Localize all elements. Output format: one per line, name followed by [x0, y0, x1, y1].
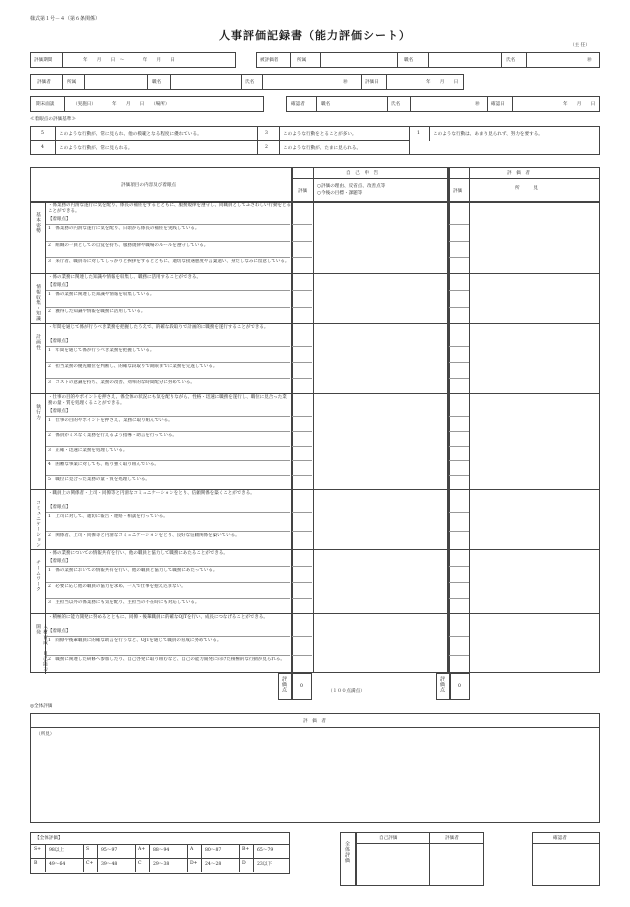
confirm-shokumei-label: 職名: [321, 102, 331, 107]
std-text: このような行動をとることが多い。: [283, 132, 357, 137]
grade-key: C: [138, 861, 142, 866]
self-comment-input[interactable]: [314, 550, 444, 614]
self-total-label: 評価点: [281, 676, 287, 693]
item-name-cell: [30, 394, 46, 490]
item-name-cell: [30, 614, 46, 674]
period-box: [30, 52, 236, 68]
interview-label: 期末面談: [36, 102, 55, 107]
point-text: 1 同僚や後輩職員に的確な助言を行うなど、OJTを通じて職員の育成に努めている。: [48, 638, 222, 643]
point-text: 1 係の業務においての情報共有を行い、他の職員と協力して職務にあたっている。: [48, 568, 218, 573]
std-score: 3: [265, 131, 268, 136]
overall-title: ◎全体評価: [30, 704, 53, 709]
grade-range: 98以上: [49, 848, 65, 853]
self-score-input[interactable]: [293, 242, 311, 257]
grade-divider: [253, 858, 254, 872]
point-divider: [46, 224, 290, 225]
form-number: 様式第１号－４（第６条関係）: [30, 16, 101, 22]
rater-score-input[interactable]: [450, 599, 468, 613]
grade-divider: [45, 844, 46, 858]
grade-divider: [83, 858, 84, 872]
grade-range: 23以下: [257, 862, 273, 867]
item-name-cell: [30, 490, 46, 550]
ratee-seal: ㊞: [587, 58, 592, 63]
item-name: 計画性: [35, 334, 40, 350]
point-divider: [46, 446, 290, 447]
point-text: 5 職位に見合った業務の量・質を処理している。: [48, 477, 150, 483]
point-divider: [46, 307, 290, 308]
rater-opinion-input[interactable]: [470, 394, 598, 490]
self-header: 自 己 申 告: [346, 171, 379, 176]
grade-key: B: [34, 861, 38, 866]
self-score-input[interactable]: [293, 567, 311, 581]
ratee-label: 被評価者: [260, 58, 279, 63]
self-score-input[interactable]: [293, 583, 311, 597]
point-text: 2 必要に応じ他の職員の協力を求め、一人で仕事を抱え込まない。: [48, 584, 186, 589]
rater-opinion-header: 所 見: [515, 186, 538, 191]
chakugan-label: 【着眼点】: [48, 339, 71, 344]
col-items-header: 評価項目の内容及び着眼点: [121, 183, 177, 188]
point-divider: [46, 257, 290, 258]
page-title: 人事評価記録書（能力評価シート）: [219, 29, 411, 42]
self-score-input[interactable]: [293, 476, 311, 489]
item-description: ・係の業務についての情報共有を行い、他の職員と協力して職務にあたることができる。: [48, 551, 228, 556]
grade-divider: [83, 844, 84, 858]
final-label-box: [340, 832, 356, 886]
std-text: このような行動が、たまに見られる。: [283, 146, 362, 151]
self-score-header: 評価: [298, 189, 308, 194]
item-description: ・積極的に能力開発に努めるとともに、同僚・後輩職員に的確なOJTを行い、成長につなげることができる。: [48, 615, 268, 620]
std-text: このような行動が、常に見られ、他の模範となる程度に優れている。: [59, 132, 202, 137]
interview-box: [30, 96, 264, 112]
grade-divider: [97, 844, 98, 858]
item-row: [30, 201, 600, 273]
self-score-input[interactable]: [293, 363, 311, 377]
confirm-date-label: 確認日: [491, 102, 505, 107]
totals-note: （１００点満点）: [328, 689, 365, 694]
rater-shokumei-label: 職名: [152, 80, 162, 85]
item-description: ・係業務の円滑な遂行に気を配り、係長の補佐をするとともに、服務規律を遵守し、同職員としてふさわしい行動をとることができる。: [48, 203, 291, 214]
self-comment-input[interactable]: [314, 202, 444, 274]
point-text: 1 係の業務に関連した知識や情報を収集している。: [48, 292, 155, 297]
grade-divider: [239, 844, 240, 858]
rater-score-input[interactable]: [450, 656, 468, 673]
self-score-input[interactable]: [293, 291, 311, 306]
rater-score-input[interactable]: [450, 567, 468, 581]
rater-header: 評 価 者: [507, 171, 530, 176]
grade-divider: [135, 858, 136, 872]
self-total-label-box: [278, 673, 292, 700]
self-score-input[interactable]: [293, 308, 311, 323]
rater-shozoku-label: 所属: [67, 80, 77, 85]
confirmer-box: [286, 96, 600, 112]
period-label: 評価期間: [34, 58, 53, 63]
grade-range: 39～48: [101, 862, 118, 867]
rater-score-input[interactable]: [450, 291, 468, 306]
chakugan-label: 【着眼点】: [48, 629, 71, 634]
rater-score-input[interactable]: [450, 347, 468, 361]
std-score: 5: [41, 131, 44, 136]
item-name-cell: [30, 202, 46, 274]
final-self-label: 自己評価: [379, 836, 398, 841]
rater-seal: ㊞: [343, 80, 348, 85]
grade-title: 【全体評価】: [35, 836, 63, 841]
point-text: 2 担当業務の優先順位を判断し、的確な段取りで期限までに業務を完遂している。: [48, 364, 218, 369]
chakugan-label: 【着眼点】: [48, 505, 71, 510]
point-divider: [46, 655, 290, 656]
item-name: 執行力: [35, 404, 40, 420]
final-box: [356, 832, 484, 886]
rater-label: 評価者: [37, 80, 51, 85]
standards-title: ≪着眼点の評価基準≫: [30, 117, 76, 122]
self-score-input[interactable]: [293, 656, 311, 673]
item-name: 人材育成・自己能力開発: [35, 624, 47, 672]
rater-total-label: 評価点: [439, 676, 445, 693]
self-comment-input[interactable]: [314, 324, 444, 394]
rater-score-input[interactable]: [450, 225, 468, 240]
point-divider: [46, 378, 290, 379]
grade-range: 29～38: [153, 862, 170, 867]
point-text: 3 正確・迅速に業務を処理している。: [48, 447, 128, 453]
confirm-label: 確認者: [291, 102, 305, 107]
rater-opinion-input[interactable]: [470, 550, 598, 614]
point-text: 2 係員がミスなく業務を行えるよう指導・助言を行っている。: [48, 432, 177, 438]
rater-opinion-input[interactable]: [470, 274, 598, 324]
point-divider: [46, 531, 290, 532]
rater-score-input[interactable]: [450, 532, 468, 549]
self-score-input[interactable]: [293, 461, 311, 474]
item-row: [30, 273, 600, 323]
item-description: ・職員上の関係者・上司・同僚等と円滑なコミュニケーションをとり、信頼関係を築くことができる。: [48, 491, 255, 496]
point-divider: [46, 241, 290, 242]
final-rater-label: 評価者: [445, 836, 459, 841]
grade-key: C+: [86, 861, 94, 866]
self-score-input[interactable]: [293, 599, 311, 613]
point-text: 1 係業務の円滑な遂行に気を配り、日頃から係長の補佐を実践している。: [48, 226, 200, 231]
grade-key: D: [242, 861, 246, 866]
self-total-value: 0: [300, 684, 303, 689]
item-description: ・係の業務に関連した知識や情報を収集し、職務に活用することができる。: [48, 275, 201, 280]
grade-label: （主 任）: [570, 43, 590, 48]
chakugan-label: 【着眼点】: [48, 559, 71, 564]
std-score: 4: [41, 145, 44, 150]
overall-rater-header: 評 価 者: [303, 719, 326, 724]
rater-score-header: 評価: [453, 189, 463, 194]
std-score: 1: [417, 131, 420, 136]
rater-total-value: 0: [458, 684, 461, 689]
self-score-input[interactable]: [293, 432, 311, 445]
rater-score-input[interactable]: [450, 432, 468, 445]
grade-divider: [45, 858, 46, 872]
grade-range: 49～64: [49, 862, 66, 867]
confirm-seal: ㊞: [475, 102, 480, 107]
point-divider: [46, 431, 290, 432]
self-score-input[interactable]: [293, 447, 311, 460]
point-divider: [46, 460, 290, 461]
interview-value[interactable]: （実施日） 年 月 日 （場所）: [73, 102, 170, 107]
confirm-shimei-label: 氏名: [391, 102, 401, 107]
rater-score-input[interactable]: [450, 363, 468, 377]
rater-score-input[interactable]: [450, 476, 468, 489]
grade-range: 24～28: [205, 862, 222, 867]
grade-key: S: [86, 847, 90, 852]
grade-key: A+: [138, 847, 146, 852]
grade-range: 95～97: [101, 848, 118, 853]
self-score-input[interactable]: [293, 225, 311, 240]
rater-score-input[interactable]: [450, 447, 468, 460]
grade-divider: [135, 844, 136, 858]
eval-date-label: 評価日: [365, 80, 379, 85]
item-name: コミュニケーション: [35, 500, 40, 548]
grade-divider: [149, 858, 150, 872]
point-text: 2 獲得した知識や情報を職務に活用している。: [48, 309, 146, 314]
self-comment-input[interactable]: [314, 490, 444, 550]
rater-score-input[interactable]: [450, 417, 468, 430]
rater-score-input[interactable]: [450, 242, 468, 257]
self-comment-input[interactable]: [314, 614, 444, 674]
std-text: このような行動は、あまり見られず、努力を要する。: [433, 132, 543, 137]
grade-key: S+: [34, 847, 41, 852]
standards-box: [30, 126, 600, 155]
grade-divider: [187, 844, 188, 858]
rater-score-input[interactable]: [450, 308, 468, 323]
grade-divider: [239, 858, 240, 872]
rater-score-input[interactable]: [450, 583, 468, 597]
item-name-cell: [30, 324, 46, 394]
point-divider: [46, 416, 290, 417]
confirm-date-value[interactable]: 年 月 日: [563, 102, 596, 107]
item-name-cell: [30, 274, 46, 324]
self-comment-input[interactable]: [314, 274, 444, 324]
rater-box: [30, 74, 464, 90]
item-row: [30, 549, 600, 613]
grade-key: A: [190, 847, 194, 852]
std-text: このような行動が、常に見られる。: [59, 146, 133, 151]
item-name-cell: [30, 550, 46, 614]
overall-box: [30, 713, 600, 823]
self-score-input[interactable]: [293, 532, 311, 549]
self-score-input[interactable]: [293, 379, 311, 393]
item-row: [30, 613, 600, 673]
point-divider: [46, 290, 290, 291]
rater-total-box: [450, 673, 470, 700]
ratee-shokumei-label: 職名: [404, 58, 414, 63]
grade-divider: [201, 858, 202, 872]
rater-opinion-input[interactable]: [470, 202, 598, 274]
point-text: 2 職務に関連した研修へ参加したり、自己啓発に取り組むなど、自己の能力開発に向けた積極的な行動が見られる。: [48, 657, 285, 662]
ratee-shimei-label: 氏名: [506, 58, 516, 63]
point-divider: [46, 362, 290, 363]
grade-table: [30, 832, 290, 874]
rater-score-input[interactable]: [450, 637, 468, 654]
point-divider: [46, 582, 290, 583]
self-score-input[interactable]: [293, 513, 311, 530]
point-divider: [46, 566, 290, 567]
chakugan-label: 【着眼点】: [48, 283, 71, 288]
point-divider: [46, 512, 290, 513]
point-divider: [46, 636, 290, 637]
item-row: [30, 323, 600, 393]
rater-score-input[interactable]: [450, 258, 468, 273]
grade-divider: [253, 844, 254, 858]
grade-divider: [97, 858, 98, 872]
rater-opinion-input[interactable]: [470, 614, 598, 674]
ratee-box: [256, 52, 600, 68]
self-score-input[interactable]: [293, 637, 311, 654]
chakugan-label: 【着眼点】: [48, 217, 71, 222]
point-text: 1 上司に対して、適切に報告・連絡・相談を行っている。: [48, 514, 168, 519]
final-label: 全体評価: [344, 841, 350, 863]
self-total-box: [292, 673, 312, 700]
std-score: 2: [265, 145, 268, 150]
eval-date-value[interactable]: 年 月 日: [426, 80, 459, 85]
chakugan-label: 【着眼点】: [48, 409, 71, 414]
grade-divider: [201, 844, 202, 858]
self-goal-header: ○今後の目標・課題等: [317, 191, 363, 196]
rater-score-input[interactable]: [450, 461, 468, 474]
point-divider: [46, 346, 290, 347]
item-row: [30, 393, 600, 489]
rater-score-input[interactable]: [450, 513, 468, 530]
self-reason-header: ○評価の理由、反省点、改善点等: [317, 184, 386, 189]
point-text: 2 関係者、上司・同僚等と円滑なコミュニケーションをとり、良好な信頼関係を築いている。: [48, 533, 240, 538]
item-row: [30, 489, 600, 549]
point-text: 4 困難な事案に対しても、粘り強く取り組んでいる。: [48, 462, 159, 468]
rater-total-label-box: [436, 673, 450, 700]
point-text: 1 年間を通じて係が行うべき業務を把握している。: [48, 348, 155, 353]
item-name: 情報収集・知識: [35, 284, 40, 322]
grade-key: D+: [190, 861, 198, 866]
grade-range: 80～87: [205, 848, 222, 853]
point-text: 2 組織の一員としての自覚を持ち、服務規律や職場のルールを遵守している。: [48, 242, 209, 248]
ratee-shozoku-label: 所属: [297, 58, 307, 63]
self-score-input[interactable]: [293, 258, 311, 273]
item-description: ・年間を通じて係が行うべき業務を把握したうえで、的確な段取りで計画的に職務を遂行することができる。: [48, 325, 269, 330]
point-text: 3 来庁者、職員等に対してしっかりと挨拶をするとともに、適切な接遇態度や言葉遣い、身だしなみに留意している。: [48, 259, 290, 265]
point-text: 3 主担当以外の係業務にも気を配り、主担当の不在時にも対応している。: [48, 600, 200, 605]
grade-range: 88～94: [153, 848, 170, 853]
rater-score-input[interactable]: [450, 379, 468, 393]
grade-range: 65～79: [257, 848, 274, 853]
rater-shimei-label: 氏名: [245, 80, 255, 85]
self-score-input[interactable]: [293, 347, 311, 361]
self-comment-input[interactable]: [314, 394, 444, 490]
item-description: ・仕事の目的やポイントを押さえ、係全体の状況にも気を配りながら、性格・迅速に職務を遂行し、職位に見合った業務の量・質を処理くることができる。: [48, 395, 287, 406]
item-name: チームワーク: [35, 560, 40, 592]
rater-opinion-input[interactable]: [470, 324, 598, 394]
confirmer-final-box: [532, 832, 600, 886]
point-divider: [46, 475, 290, 476]
point-text: 3 コストの意識を持ち、業務の改善、効率的な時間配分に努めている。: [48, 380, 195, 385]
grade-divider: [187, 858, 188, 872]
item-name: 基本姿勢: [35, 212, 40, 234]
point-text: 1 仕事の目的やポイントを押さえ、業務に取り組んでいる。: [48, 418, 173, 423]
grade-divider: [149, 844, 150, 858]
rater-opinion-input[interactable]: [470, 490, 598, 550]
self-score-input[interactable]: [293, 417, 311, 430]
grade-key: B+: [242, 847, 250, 852]
final-confirmer-label: 確認者: [553, 836, 567, 841]
overall-opinion-label[interactable]: （所見）: [36, 732, 55, 737]
period-value[interactable]: 年 月 日 ～ 年 月 日: [83, 58, 175, 63]
point-divider: [46, 598, 290, 599]
